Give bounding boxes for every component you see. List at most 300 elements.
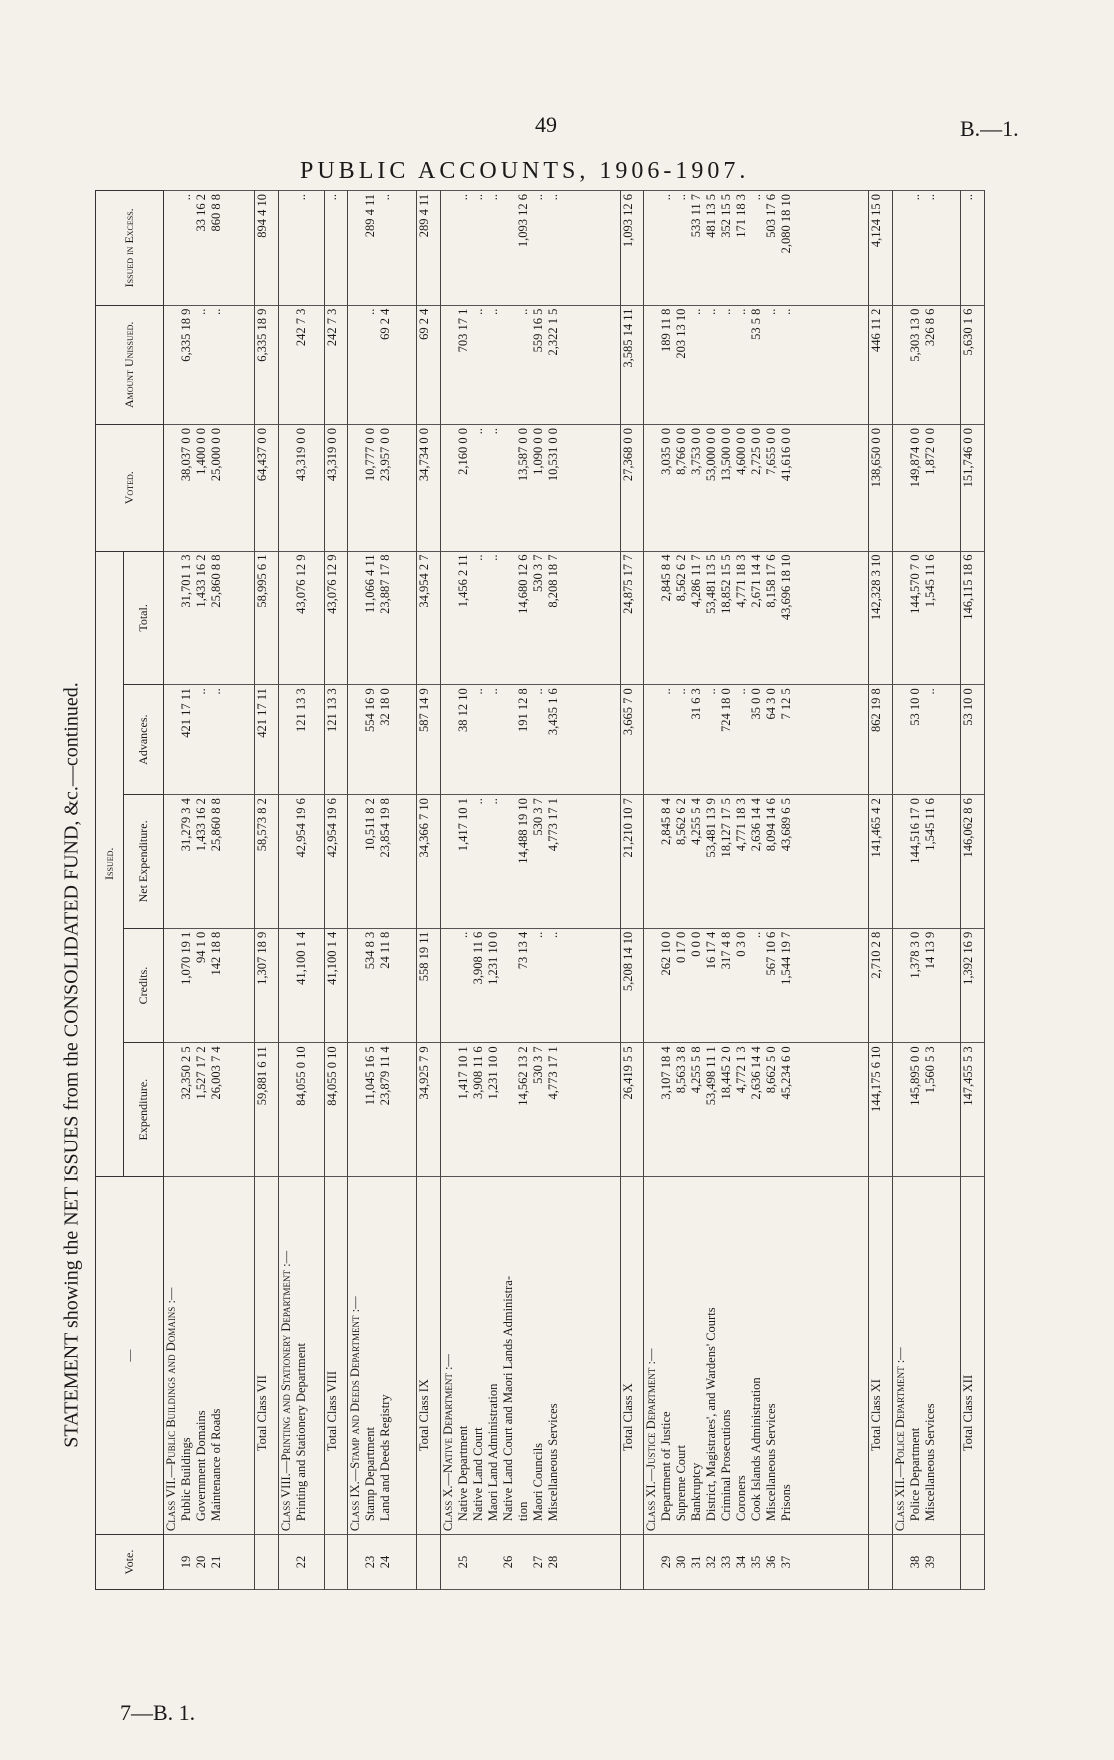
cell-advances (164, 685, 255, 795)
cell-expenditure-line: 26,419 5 5 (620, 1046, 635, 1100)
cell-total-line: 2,845 8 4 (659, 554, 674, 602)
cell-issued-in-excess-line: 33 16 2 (194, 194, 208, 232)
cell-total-line: 530 3 7 (530, 554, 545, 593)
cell-voted (254, 425, 278, 552)
cell-total-line (348, 555, 363, 682)
cell-expenditure (961, 1043, 985, 1177)
cell-total (324, 551, 348, 685)
cell-amount-unissued-line: .. (689, 308, 704, 315)
cell-net-expenditure (440, 795, 620, 929)
cell-amount-unissued (868, 305, 892, 424)
cell-description (892, 1177, 960, 1535)
cell-expenditure-line: 4,772 1 3 (734, 1046, 749, 1094)
cell-voted-line (279, 428, 294, 548)
cell-net-expenditure-line: 23,854 19 8 (378, 798, 393, 858)
cell-total-line: .. (470, 554, 485, 561)
page-header: PUBLIC ACCOUNTS, 1906-1907. (300, 158, 750, 184)
cell-description (324, 1177, 348, 1535)
cell-net-expenditure-line: .. (470, 798, 485, 805)
cell-total (440, 551, 620, 685)
accounts-table (95, 190, 985, 1590)
cell-amount-unissued (961, 305, 985, 424)
cell-issued-in-excess-line (164, 194, 179, 302)
cell-voted (440, 425, 620, 552)
cell-net-expenditure-line: 53,481 13 9 (704, 798, 719, 858)
cell-vote (644, 1535, 869, 1590)
cell-issued-in-excess-line: .. (659, 194, 674, 201)
cell-advances-line (279, 688, 294, 791)
cell-credits-line: 3,908 11 6 (470, 931, 485, 985)
cell-credits-line: 1,231 10 0 (485, 931, 500, 985)
cell-total-line: 8,158 17 6 (764, 554, 779, 608)
cell-issued-in-excess (416, 191, 440, 306)
cell-credits-line: 5,208 14 10 (620, 931, 635, 992)
cell-vote-line (961, 1538, 976, 1586)
cell-voted (868, 425, 892, 552)
cell-voted-line: 8,766 0 0 (674, 428, 689, 475)
cell-advances-line: .. (704, 688, 719, 695)
cell-voted-line: 13,587 0 0 (515, 428, 530, 482)
cell-advances (644, 685, 869, 795)
cell-advances-line (348, 688, 363, 791)
cell-credits-line: 1,392 16 9 (961, 931, 976, 985)
cell-net-expenditure (278, 795, 324, 929)
cell-expenditure (620, 1043, 644, 1177)
cell-voted-line: .. (470, 428, 485, 435)
cell-amount-unissued-line: 53 5 8 (749, 308, 764, 340)
cell-voted (644, 425, 869, 552)
cell-total-line: 23,887 17 8 (378, 554, 393, 614)
cell-vote (961, 1535, 985, 1590)
cell-expenditure-line: 26,003 7 4 (209, 1046, 223, 1100)
cell-credits (254, 928, 278, 1043)
cell-expenditure-line: 530 3 7 (530, 1046, 545, 1084)
cell-amount-unissued-line: 242 7 3 (293, 308, 308, 347)
cell-vote (620, 1535, 644, 1590)
cell-advances-line (164, 688, 179, 791)
cell-amount-unissued-line (893, 309, 908, 421)
cell-total-line (501, 555, 516, 682)
header-advances: Advances. (124, 685, 164, 795)
cell-advances-line: 121 13 3 (324, 688, 339, 732)
cell-vote-line (348, 1538, 363, 1586)
cell-description-line: Total Class IX (416, 1379, 431, 1452)
cell-expenditure-line: 8,662 5 0 (764, 1046, 779, 1094)
cell-description-line: Cook Islands Administration (749, 1377, 764, 1522)
cell-net-expenditure-line (164, 798, 179, 925)
cell-voted-line: 149,874 0 0 (907, 428, 922, 488)
cell-issued-in-excess-line: .. (907, 194, 922, 201)
cell-amount-unissued-line: .. (734, 308, 749, 315)
cell-total (961, 551, 985, 685)
cell-description (164, 1177, 255, 1535)
cell-credits-line: .. (545, 931, 560, 938)
cell-net-expenditure-line: 42,954 19 6 (293, 798, 308, 858)
cell-expenditure-line: 1,231 10 0 (485, 1046, 500, 1100)
cell-vote-line: 22 (293, 1555, 308, 1569)
cell-advances-line: .. (209, 688, 223, 695)
cell-issued-in-excess-line: 289 4 11 (416, 194, 431, 238)
cell-issued-in-excess-line: .. (530, 194, 545, 201)
cell-issued-in-excess-line: 1,093 12 6 (515, 194, 530, 248)
cell-voted-line: 1,400 0 0 (194, 428, 208, 475)
cell-issued-in-excess-line: .. (749, 194, 764, 201)
cell-net-expenditure-line: 21,210 10 7 (620, 798, 635, 858)
cell-expenditure-line: 4,255 5 8 (689, 1046, 704, 1094)
cell-issued-in-excess-line: 860 8 8 (209, 194, 223, 232)
cell-advances-line: 587 14 9 (416, 688, 431, 732)
header-net-expenditure: Net Expenditure. (124, 795, 164, 929)
cell-voted-line (441, 428, 456, 548)
cell-voted-line: 2,160 0 0 (455, 428, 470, 475)
cell-issued-in-excess-line: 1,093 12 6 (620, 194, 635, 248)
cell-net-expenditure-line: 530 3 7 (530, 798, 545, 836)
cell-issued-in-excess (644, 191, 869, 306)
cell-net-expenditure-line: 8,094 14 6 (764, 798, 779, 852)
cell-issued-in-excess (278, 191, 324, 306)
cell-voted (278, 425, 324, 552)
cell-issued-in-excess-line: .. (179, 194, 193, 201)
cell-advances (620, 685, 644, 795)
cell-credits-line: 16 17 4 (704, 931, 719, 970)
cell-voted-line (164, 428, 179, 548)
cell-description-line: Miscellaneous Services (764, 1403, 779, 1522)
cell-expenditure (348, 1043, 416, 1177)
cell-total-line: 14,680 12 6 (515, 554, 530, 614)
cell-description-line: tion (515, 1501, 530, 1522)
cell-description (961, 1177, 985, 1535)
cell-description-line: Total Class XII (961, 1374, 976, 1452)
cell-description (348, 1177, 416, 1535)
table-row (644, 191, 869, 1590)
cell-expenditure-line: 14,562 13 2 (515, 1046, 530, 1106)
cell-issued-in-excess (620, 191, 644, 306)
cell-net-expenditure (620, 795, 644, 929)
cell-net-expenditure (961, 795, 985, 929)
cell-amount-unissued (440, 305, 620, 424)
cell-description-line: Maintenance of Roads (209, 1408, 223, 1522)
cell-amount-unissued-line (644, 309, 659, 421)
cell-net-expenditure-line: 144,516 17 0 (907, 798, 922, 864)
cell-amount-unissued-line: .. (515, 308, 530, 315)
cell-vote-line (516, 1538, 531, 1586)
cell-voted-line (893, 428, 908, 548)
cell-issued-in-excess-line: .. (324, 194, 339, 201)
header-voted: Voted. (96, 425, 164, 552)
cell-total (254, 551, 278, 685)
cell-advances (961, 685, 985, 795)
cell-net-expenditure-line: 2,636 14 4 (749, 798, 764, 852)
cell-expenditure-line (279, 1046, 294, 1173)
cell-vote (440, 1535, 620, 1590)
cell-issued-in-excess-line: .. (455, 194, 470, 201)
cell-vote-line: 35 (749, 1555, 764, 1569)
cell-issued-in-excess-line (644, 194, 659, 302)
cell-vote-line: 29 (659, 1555, 674, 1569)
cell-description-line: Total Class X (620, 1383, 635, 1452)
cell-issued-in-excess-line: 352 15 5 (719, 194, 734, 238)
cell-expenditure-line (644, 1046, 659, 1173)
cell-credits-line (164, 932, 179, 1040)
cell-vote (868, 1535, 892, 1590)
cell-advances-line: 38 12 10 (455, 688, 470, 732)
cell-voted-line: 3,035 0 0 (659, 428, 674, 475)
cell-vote-line (164, 1538, 179, 1586)
cell-issued-in-excess-line: .. (470, 194, 485, 201)
cell-credits-line (644, 932, 659, 1040)
cell-issued-in-excess (961, 191, 985, 306)
cell-credits-line: 94 1 0 (194, 931, 208, 963)
cell-total-line: 4,771 18 3 (734, 554, 749, 608)
cell-vote (892, 1535, 960, 1590)
cell-amount-unissued (164, 305, 255, 424)
cell-amount-unissued-line: 189 11 8 (659, 308, 674, 352)
cell-net-expenditure (324, 795, 348, 929)
cell-amount-unissued-line: 446 11 2 (868, 308, 883, 352)
cell-advances-line: 53 10 0 (961, 688, 976, 726)
cell-advances-line (893, 688, 908, 791)
header-vote: Vote. (96, 1535, 164, 1590)
cell-credits-line: 24 11 8 (378, 931, 393, 969)
table-row (440, 191, 620, 1590)
cell-advances-line: 31 6 3 (689, 688, 704, 720)
cell-total-line: 31,701 1 3 (179, 554, 193, 608)
cell-issued-in-excess-line (441, 194, 456, 302)
cell-description-line: Class XII.—Police Department :— (892, 1347, 907, 1532)
cell-credits (324, 928, 348, 1043)
cell-issued-in-excess-line: .. (674, 194, 689, 201)
cell-total-line: 1,433 16 2 (194, 554, 208, 608)
cell-description-line: Total Class VII (254, 1375, 269, 1452)
cell-advances (868, 685, 892, 795)
table-row (348, 191, 416, 1590)
cell-credits (348, 928, 416, 1043)
cell-expenditure-line: 45,234 6 0 (779, 1046, 794, 1100)
page-reference: B.—1. (960, 116, 1019, 141)
cell-credits-line: 534 8 3 (363, 931, 378, 970)
table-row (324, 191, 348, 1590)
cell-description-line: Class X.—Native Department :— (440, 1354, 455, 1532)
cell-expenditure-line: 11,045 16 5 (363, 1046, 378, 1106)
cell-vote-line: 20 (194, 1555, 208, 1569)
cell-voted-line: 25,000 0 0 (209, 428, 223, 482)
cell-net-expenditure-line: 1,545 11 6 (922, 798, 937, 851)
cell-voted-line: 13,500 0 0 (719, 428, 734, 482)
cell-total-line: 18,852 15 5 (719, 554, 734, 614)
cell-expenditure-line: 3,107 18 4 (659, 1046, 674, 1100)
cell-credits-line: 1,307 18 9 (254, 931, 269, 985)
cell-net-expenditure-line: 25,860 8 8 (209, 798, 223, 852)
cell-voted-line: 7,655 0 0 (764, 428, 779, 475)
cell-description-line: Miscellaneous Services (545, 1403, 560, 1522)
cell-advances-line: .. (194, 688, 208, 695)
cell-total (620, 551, 644, 685)
table-row (892, 191, 960, 1590)
cell-voted-line: 43,319 0 0 (293, 428, 308, 482)
cell-total-line: 144,570 7 0 (907, 554, 922, 614)
cell-voted-line: 3,753 0 0 (689, 428, 704, 475)
cell-expenditure (416, 1043, 440, 1177)
cell-issued-in-excess-line: .. (922, 194, 937, 201)
cell-issued-in-excess-line: .. (485, 194, 500, 201)
cell-description-line: Supreme Court (674, 1445, 689, 1522)
cell-amount-unissued-line: 69 2 4 (378, 308, 393, 340)
cell-credits-line: 558 19 11 (416, 931, 431, 982)
cell-issued-in-excess-line: 2,080 18 10 (779, 194, 794, 254)
cell-total (416, 551, 440, 685)
cell-amount-unissued-line: 2,322 1 5 (545, 308, 560, 356)
cell-vote-line (255, 1538, 270, 1586)
cell-net-expenditure-line: 43,689 6 5 (779, 798, 794, 852)
cell-advances (324, 685, 348, 795)
cell-expenditure (440, 1043, 620, 1177)
cell-net-expenditure-line: 4,773 17 1 (545, 798, 560, 852)
cell-credits-line: 1,544 19 7 (779, 931, 794, 985)
header-expenditure: Expenditure. (124, 1043, 164, 1177)
cell-description-line: Bankruptcy (689, 1462, 704, 1522)
cell-description-line: Class XI.—Justice Department :— (644, 1348, 659, 1532)
cell-credits (620, 928, 644, 1043)
cell-total-line: 43,076 12 9 (293, 554, 308, 614)
cell-voted-line: .. (485, 428, 500, 435)
cell-total-line: 43,076 12 9 (324, 554, 339, 614)
cell-voted-line: 64,437 0 0 (254, 428, 269, 482)
cell-credits-line: 73 13 4 (515, 931, 530, 970)
cell-voted (620, 425, 644, 552)
cell-amount-unissued-line (501, 309, 516, 421)
cell-issued-in-excess-line (501, 194, 516, 302)
cell-net-expenditure-line: 18,127 17 5 (719, 798, 734, 858)
cell-voted-line: 138,650 0 0 (868, 428, 883, 488)
cell-voted-line: 10,777 0 0 (363, 428, 378, 482)
cell-vote-line: 31 (689, 1555, 704, 1569)
cell-amount-unissued-line (348, 309, 363, 421)
cell-advances-line: .. (674, 688, 689, 695)
cell-vote-line: 24 (378, 1555, 393, 1569)
cell-net-expenditure-line (279, 798, 294, 925)
cell-description (278, 1177, 324, 1535)
cell-total-line (644, 555, 659, 682)
cell-amount-unissued-line: .. (779, 308, 794, 315)
cell-vote-line: 37 (779, 1555, 794, 1569)
cell-advances (254, 685, 278, 795)
cell-expenditure-line: 3,908 11 6 (470, 1046, 485, 1099)
cell-voted-line: 1,090 0 0 (530, 428, 545, 475)
cell-amount-unissued (254, 305, 278, 424)
cell-net-expenditure-line: .. (485, 798, 500, 805)
cell-amount-unissued-line: 5,630 1 6 (961, 308, 976, 356)
cell-advances (278, 685, 324, 795)
cell-amount-unissued (324, 305, 348, 424)
cell-vote-line: 38 (907, 1555, 922, 1569)
cell-advances (416, 685, 440, 795)
cell-expenditure-line (501, 1046, 516, 1173)
cell-issued-in-excess-line (348, 194, 363, 302)
cell-advances-line (441, 688, 456, 791)
cell-voted-line (501, 428, 516, 548)
cell-total-line: 1,456 2 11 (455, 554, 470, 608)
cell-description-line: Government Domains (194, 1410, 208, 1522)
cell-issued-in-excess (324, 191, 348, 306)
cell-description-line: Native Land Court (470, 1427, 485, 1522)
cell-net-expenditure-line: 42,954 19 6 (324, 798, 339, 858)
cell-credits-line (893, 932, 908, 1040)
cell-issued-in-excess-line: 481 13 5 (704, 194, 719, 238)
cell-voted (164, 425, 255, 552)
cell-net-expenditure-line: 10,511 8 2 (363, 798, 378, 851)
cell-description (416, 1177, 440, 1535)
cell-vote-line (471, 1538, 486, 1586)
cell-expenditure-line (441, 1046, 456, 1173)
cell-net-expenditure-line: 31,279 3 4 (179, 798, 193, 852)
cell-net-expenditure-line: 1,433 16 2 (194, 798, 208, 852)
cell-advances-line: 64 3 0 (764, 688, 779, 720)
cell-issued-in-excess (164, 191, 255, 306)
cell-amount-unissued-line (441, 309, 456, 421)
cell-amount-unissued (892, 305, 960, 424)
cell-total-line: 34,954 2 7 (416, 554, 431, 608)
cell-total-line: 2,671 14 4 (749, 554, 764, 608)
cell-advances-line: 3,665 7 0 (620, 688, 635, 736)
cell-amount-unissued-line: 242 7 3 (324, 308, 339, 347)
cell-description-line: Police Department (907, 1427, 922, 1522)
cell-total (644, 551, 869, 685)
cell-credits (440, 928, 620, 1043)
header-total: Total. (124, 551, 164, 685)
cell-description-line: Public Buildings (179, 1437, 193, 1522)
cell-description-line: Class IX.—Stamp and Deeds Department :— (348, 1296, 363, 1532)
cell-advances-line: 421 17 11 (179, 688, 193, 738)
cell-vote-line (893, 1538, 908, 1586)
cell-credits-line: 142 18 8 (209, 931, 223, 976)
cell-total (892, 551, 960, 685)
cell-expenditure (324, 1043, 348, 1177)
cell-credits-line: .. (530, 931, 545, 938)
cell-description (620, 1177, 644, 1535)
cell-amount-unissued-line: 326 8 6 (922, 308, 937, 347)
cell-expenditure-line: 84,055 0 10 (324, 1046, 339, 1106)
cell-net-expenditure-line: 8,562 6 2 (674, 798, 689, 845)
cell-description-line: Maori Land Administration (485, 1383, 500, 1522)
cell-issued-in-excess-line: 894 4 10 (254, 194, 269, 238)
cell-amount-unissued-line: 203 13 10 (674, 308, 689, 359)
cell-net-expenditure-line: 141,465 4 2 (868, 798, 883, 858)
cell-vote-line: 26 (500, 1555, 515, 1569)
cell-credits (961, 928, 985, 1043)
cell-voted (961, 425, 985, 552)
cell-vote-line (325, 1538, 340, 1586)
cell-advances-line: .. (470, 688, 485, 695)
table-row (164, 191, 255, 1590)
cell-advances-line (501, 688, 516, 791)
cell-voted-line: 53,000 0 0 (704, 428, 719, 482)
cell-expenditure-line: 1,527 17 2 (194, 1046, 208, 1100)
cell-amount-unissued-line: 703 17 1 (455, 308, 470, 353)
table-row (620, 191, 644, 1590)
cell-expenditure-line: 8,563 3 8 (674, 1046, 689, 1094)
cell-amount-unissued-line: .. (764, 308, 779, 315)
cell-net-expenditure (868, 795, 892, 929)
cell-expenditure-line: 1,417 10 1 (455, 1046, 470, 1100)
cell-voted-line: 151,746 0 0 (961, 428, 976, 488)
cell-issued-in-excess (892, 191, 960, 306)
cell-credits-line: 41,100 1 4 (293, 931, 308, 985)
cell-vote-line: 39 (922, 1555, 937, 1569)
cell-net-expenditure (348, 795, 416, 929)
cell-expenditure-line: 53,498 11 1 (704, 1046, 719, 1106)
cell-amount-unissued-line: 6,335 18 9 (254, 308, 269, 362)
cell-description-line: Coroners (734, 1475, 749, 1522)
